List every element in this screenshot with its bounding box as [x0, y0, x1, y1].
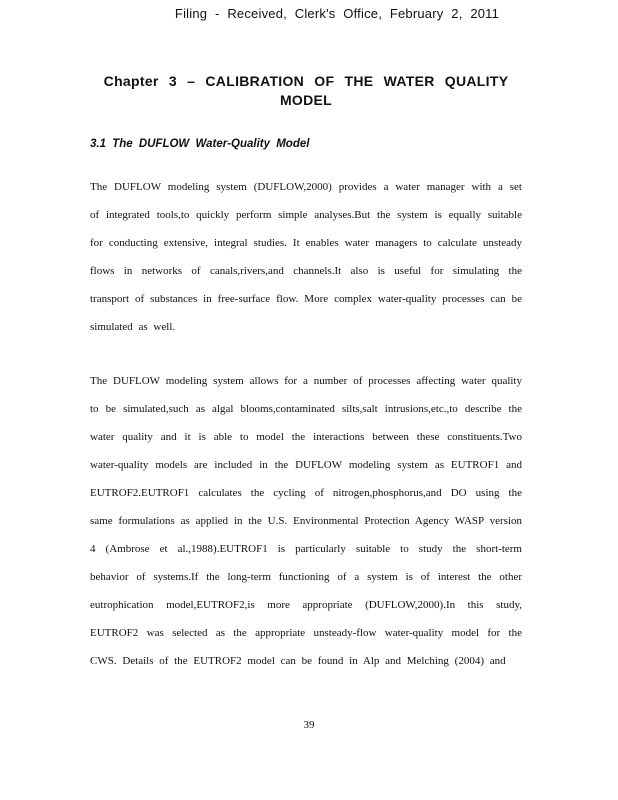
section-heading: 3.1 The DUFLOW Water-Quality Model [90, 138, 310, 150]
body-paragraph-1: The DUFLOW modeling system (DUFLOW,2000) provides a water manager with a set of integrated tools,to quickly perform simple analyses.But the system is equally suitable for conducting extensive, integral studies. It enables water managers to calculate unsteady flows in networks of canals,rivers,and channels.It also is useful for simulating the transport of substances in free-surface flow. More complex water-quality processes can be simulated as well. [90, 181, 522, 333]
body-paragraph-2: The DUFLOW modeling system allows for a number of processes affecting water quality to be simulated,such as algal blooms,contaminated silts,salt intrusions,etc.,to describe the water quality and it is able to model the interactions between these constituents.Two water-quality models are included in the DUFLOW modeling system as EUTROF1 and EUTROF2.EUTROF1 calculates the cycling of nitrogen,phosphorus,and DO using the same formulations as applied in the U.S. Environmental Protection Agency WASP version 4 (Ambrose et al.,1988).EUTROF1 is particularly suitable to study the short-term behavior of systems.If the long-term functioning of a system is of interest the other eutrophication model,EUTROF2,is more appropriate (DUFLOW,2000).In this study, EUTROF2 was selected as the appropriate unsteady-flow water-quality model for the CWS. Details of the EUTROF2 model can be found in Alp and Melching (2004) and [90, 375, 522, 667]
filing-header: Filing - Received, Clerk's Office, February 2, 2011 [174, 6, 500, 21]
page-number: 39 [303, 719, 315, 731]
chapter-title: Chapter 3 – CALIBRATION OF THE WATER QUALITY MODEL [103, 73, 509, 108]
